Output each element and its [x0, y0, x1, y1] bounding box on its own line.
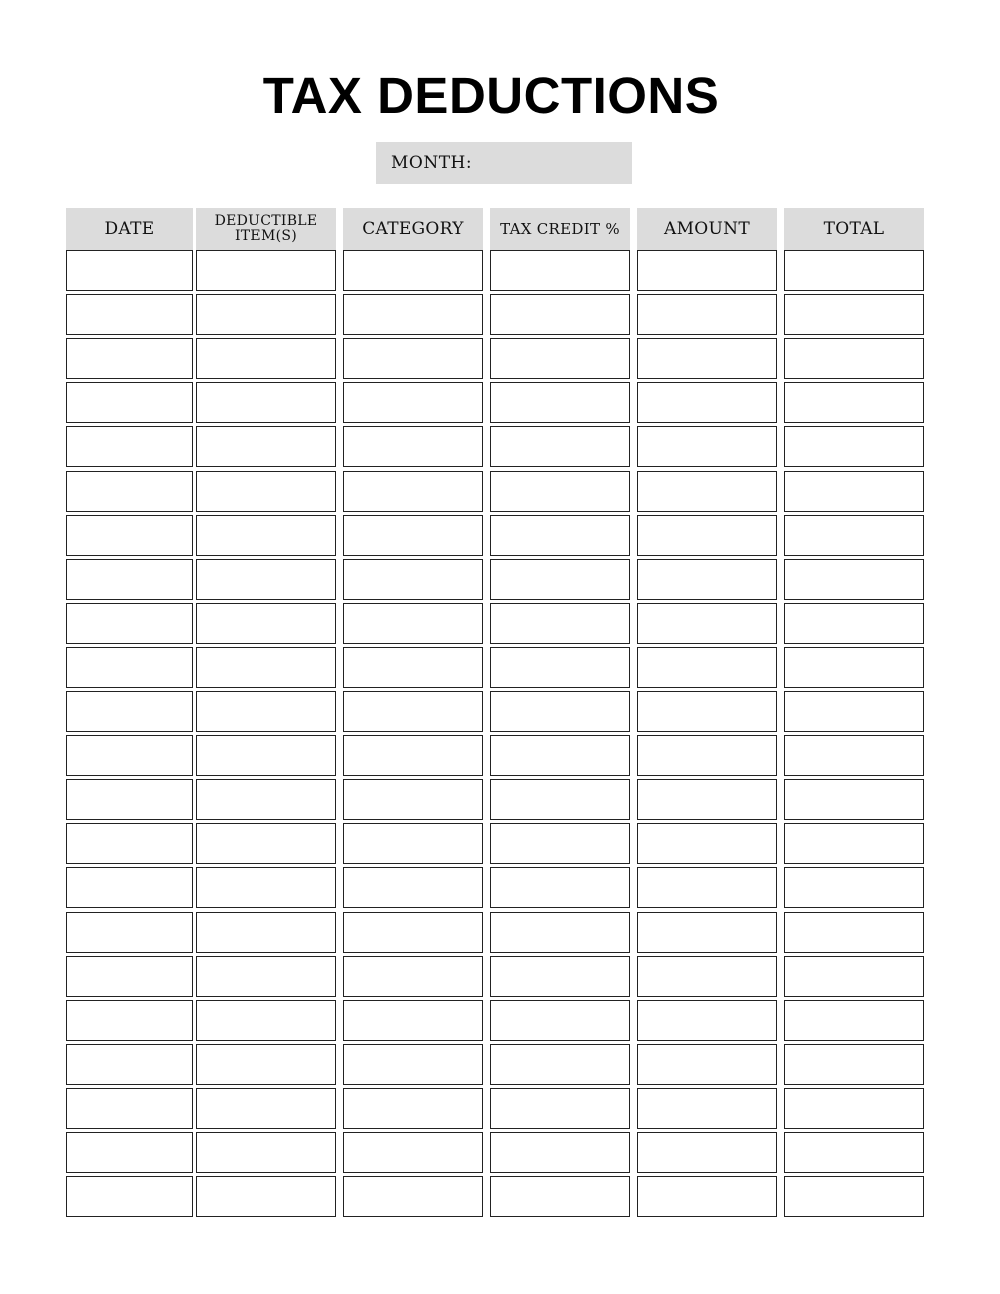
cell-tax-credit-percent-row-12[interactable] [490, 735, 630, 776]
cell-date-row-14[interactable] [66, 823, 193, 864]
cell-tax-credit-percent-row-7[interactable] [490, 515, 630, 556]
cell-total-row-19[interactable] [784, 1044, 924, 1085]
cell-amount-row-20[interactable] [637, 1088, 777, 1129]
cell-tax-credit-percent-row-9[interactable] [490, 603, 630, 644]
cell-date-row-1[interactable] [66, 250, 193, 291]
cell-total-row-5[interactable] [784, 426, 924, 467]
cell-total-row-12[interactable] [784, 735, 924, 776]
cell-deductible-items-row-18[interactable] [196, 1000, 336, 1041]
cell-deductible-items-row-14[interactable] [196, 823, 336, 864]
cell-tax-credit-percent-row-13[interactable] [490, 779, 630, 820]
cell-amount-row-19[interactable] [637, 1044, 777, 1085]
cell-deductible-items-row-11[interactable] [196, 691, 336, 732]
cell-tax-credit-percent-row-19[interactable] [490, 1044, 630, 1085]
header-total: TOTAL [784, 208, 924, 250]
cell-date-row-10[interactable] [66, 647, 193, 688]
cell-amount-row-18[interactable] [637, 1000, 777, 1041]
cell-tax-credit-percent-row-8[interactable] [490, 559, 630, 600]
cell-deductible-items-row-20[interactable] [196, 1088, 336, 1129]
cell-amount-row-13[interactable] [637, 779, 777, 820]
cell-category-row-15[interactable] [343, 867, 483, 908]
cell-tax-credit-percent-row-18[interactable] [490, 1000, 630, 1041]
cell-date-row-17[interactable] [66, 956, 193, 997]
column-deductible-items [196, 208, 336, 1220]
cell-deductible-items-row-6[interactable] [196, 471, 336, 512]
column-total [784, 208, 924, 1220]
deductions-table [66, 208, 930, 1220]
cell-amount-row-2[interactable] [637, 294, 777, 335]
cell-category-row-19[interactable] [343, 1044, 483, 1085]
cell-total-row-9[interactable] [784, 603, 924, 644]
cell-category-row-18[interactable] [343, 1000, 483, 1041]
cell-date-row-18[interactable] [66, 1000, 193, 1041]
cell-date-row-4[interactable] [66, 382, 193, 423]
cell-deductible-items-row-21[interactable] [196, 1132, 336, 1173]
cell-deductible-items-row-1[interactable] [196, 250, 336, 291]
column-tax-credit-percent [490, 208, 630, 1220]
month-label: MONTH: [391, 153, 473, 173]
cell-deductible-items-row-19[interactable] [196, 1044, 336, 1085]
cell-category-row-5[interactable] [343, 426, 483, 467]
cell-total-row-15[interactable] [784, 867, 924, 908]
cell-total-row-13[interactable] [784, 779, 924, 820]
cell-deductible-items-row-22[interactable] [196, 1176, 336, 1217]
cell-date-row-20[interactable] [66, 1088, 193, 1129]
cell-amount-row-1[interactable] [637, 250, 777, 291]
cell-category-row-16[interactable] [343, 912, 483, 953]
cell-total-row-2[interactable] [784, 294, 924, 335]
cell-deductible-items-row-12[interactable] [196, 735, 336, 776]
cell-total-row-1[interactable] [784, 250, 924, 291]
cell-tax-credit-percent-row-4[interactable] [490, 382, 630, 423]
cell-amount-row-7[interactable] [637, 515, 777, 556]
cell-date-row-3[interactable] [66, 338, 193, 379]
cell-total-row-11[interactable] [784, 691, 924, 732]
header-amount: AMOUNT [637, 208, 777, 250]
cell-tax-credit-percent-row-2[interactable] [490, 294, 630, 335]
cell-deductible-items-row-4[interactable] [196, 382, 336, 423]
cell-deductible-items-row-2[interactable] [196, 294, 336, 335]
cell-category-row-9[interactable] [343, 603, 483, 644]
cell-category-row-12[interactable] [343, 735, 483, 776]
cell-amount-row-16[interactable] [637, 912, 777, 953]
cell-tax-credit-percent-row-17[interactable] [490, 956, 630, 997]
cell-category-row-7[interactable] [343, 515, 483, 556]
header-category: CATEGORY [343, 208, 483, 250]
cell-category-row-20[interactable] [343, 1088, 483, 1129]
cell-date-row-12[interactable] [66, 735, 193, 776]
cell-category-row-22[interactable] [343, 1176, 483, 1217]
header-deductible-items: DEDUCTIBLE ITEM(S) [196, 208, 336, 250]
page-title: TAX DEDUCTIONS [262, 67, 720, 124]
cell-tax-credit-percent-row-14[interactable] [490, 823, 630, 864]
cell-amount-row-21[interactable] [637, 1132, 777, 1173]
cell-category-row-1[interactable] [343, 250, 483, 291]
cell-category-row-13[interactable] [343, 779, 483, 820]
cell-total-row-3[interactable] [784, 338, 924, 379]
column-date [66, 208, 193, 1220]
cell-amount-row-4[interactable] [637, 382, 777, 423]
cell-amount-row-9[interactable] [637, 603, 777, 644]
cell-total-row-6[interactable] [784, 471, 924, 512]
cell-category-row-2[interactable] [343, 294, 483, 335]
column-amount [637, 208, 777, 1220]
cell-deductible-items-row-10[interactable] [196, 647, 336, 688]
cell-amount-row-15[interactable] [637, 867, 777, 908]
cell-date-row-9[interactable] [66, 603, 193, 644]
cell-category-row-3[interactable] [343, 338, 483, 379]
cell-date-row-21[interactable] [66, 1132, 193, 1173]
cell-tax-credit-percent-row-10[interactable] [490, 647, 630, 688]
cell-tax-credit-percent-row-15[interactable] [490, 867, 630, 908]
cell-deductible-items-row-15[interactable] [196, 867, 336, 908]
cell-total-row-14[interactable] [784, 823, 924, 864]
cell-category-row-11[interactable] [343, 691, 483, 732]
cell-deductible-items-row-13[interactable] [196, 779, 336, 820]
cell-total-row-4[interactable] [784, 382, 924, 423]
header-date: DATE [66, 208, 193, 250]
cell-category-row-4[interactable] [343, 382, 483, 423]
cell-total-row-18[interactable] [784, 1000, 924, 1041]
cell-total-row-21[interactable] [784, 1132, 924, 1173]
cell-date-row-11[interactable] [66, 691, 193, 732]
cell-amount-row-5[interactable] [637, 426, 777, 467]
cell-deductible-items-row-8[interactable] [196, 559, 336, 600]
cell-date-row-15[interactable] [66, 867, 193, 908]
cell-category-row-21[interactable] [343, 1132, 483, 1173]
cell-deductible-items-row-5[interactable] [196, 426, 336, 467]
cell-tax-credit-percent-row-22[interactable] [490, 1176, 630, 1217]
cell-amount-row-12[interactable] [637, 735, 777, 776]
cell-amount-row-17[interactable] [637, 956, 777, 997]
month-field[interactable] [376, 142, 632, 184]
cell-total-row-16[interactable] [784, 912, 924, 953]
cell-date-row-16[interactable] [66, 912, 193, 953]
cell-deductible-items-row-9[interactable] [196, 603, 336, 644]
header-tax-credit-percent: TAX CREDIT % [490, 208, 630, 250]
cell-total-row-10[interactable] [784, 647, 924, 688]
cell-amount-row-22[interactable] [637, 1176, 777, 1217]
cell-total-row-17[interactable] [784, 956, 924, 997]
cell-amount-row-10[interactable] [637, 647, 777, 688]
cell-total-row-20[interactable] [784, 1088, 924, 1129]
cell-date-row-6[interactable] [66, 471, 193, 512]
cell-amount-row-8[interactable] [637, 559, 777, 600]
cell-tax-credit-percent-row-16[interactable] [490, 912, 630, 953]
cell-date-row-5[interactable] [66, 426, 193, 467]
cell-category-row-17[interactable] [343, 956, 483, 997]
cell-tax-credit-percent-row-20[interactable] [490, 1088, 630, 1129]
cell-tax-credit-percent-row-6[interactable] [490, 471, 630, 512]
cell-category-row-6[interactable] [343, 471, 483, 512]
cell-date-row-2[interactable] [66, 294, 193, 335]
cell-total-row-8[interactable] [784, 559, 924, 600]
cell-date-row-19[interactable] [66, 1044, 193, 1085]
cell-date-row-7[interactable] [66, 515, 193, 556]
cell-date-row-22[interactable] [66, 1176, 193, 1217]
cell-amount-row-3[interactable] [637, 338, 777, 379]
cell-tax-credit-percent-row-1[interactable] [490, 250, 630, 291]
cell-date-row-13[interactable] [66, 779, 193, 820]
cell-tax-credit-percent-row-11[interactable] [490, 691, 630, 732]
cell-total-row-22[interactable] [784, 1176, 924, 1217]
cell-amount-row-14[interactable] [637, 823, 777, 864]
cell-deductible-items-row-16[interactable] [196, 912, 336, 953]
column-category [343, 208, 483, 1220]
cell-tax-credit-percent-row-5[interactable] [490, 426, 630, 467]
cell-deductible-items-row-7[interactable] [196, 515, 336, 556]
cell-category-row-14[interactable] [343, 823, 483, 864]
cell-category-row-10[interactable] [343, 647, 483, 688]
cell-deductible-items-row-17[interactable] [196, 956, 336, 997]
cell-tax-credit-percent-row-21[interactable] [490, 1132, 630, 1173]
cell-amount-row-6[interactable] [637, 471, 777, 512]
cell-tax-credit-percent-row-3[interactable] [490, 338, 630, 379]
cell-deductible-items-row-3[interactable] [196, 338, 336, 379]
cell-total-row-7[interactable] [784, 515, 924, 556]
cell-category-row-8[interactable] [343, 559, 483, 600]
cell-amount-row-11[interactable] [637, 691, 777, 732]
cell-date-row-8[interactable] [66, 559, 193, 600]
